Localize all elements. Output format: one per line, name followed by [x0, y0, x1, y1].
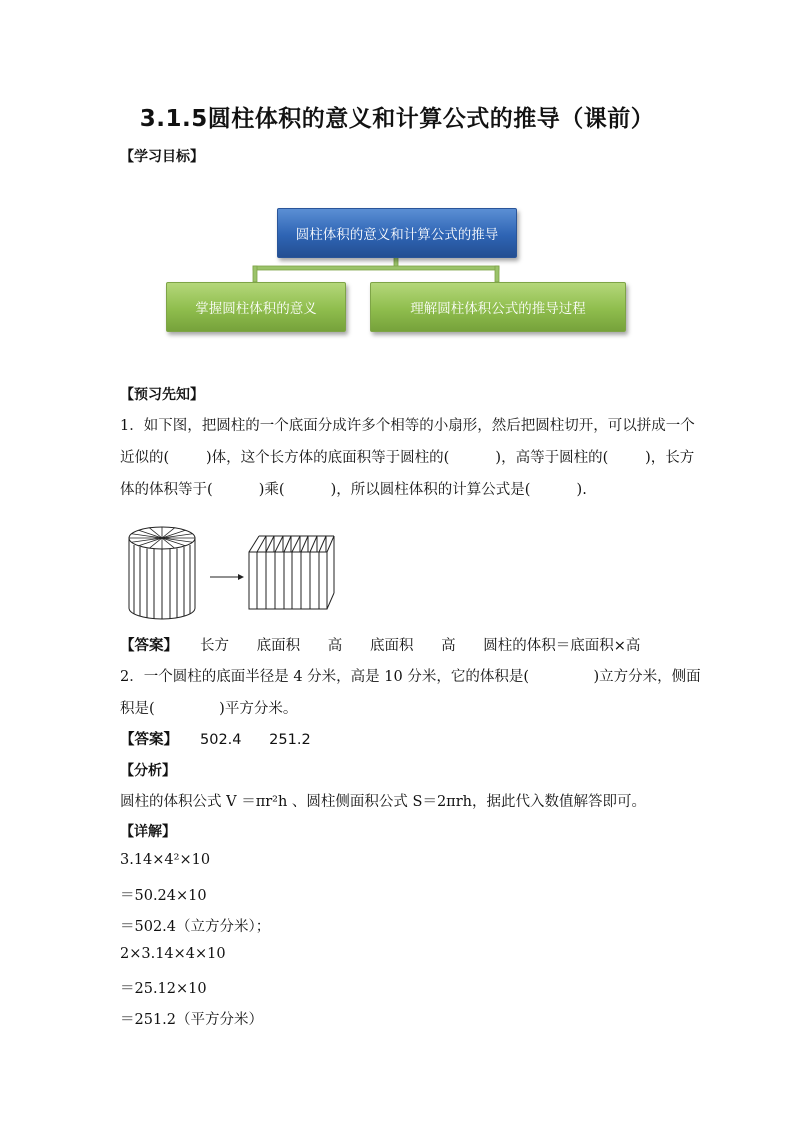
calc-step: ＝50.24×10 [120, 888, 207, 904]
question-2-line-2: 积是( )平方分米。 [120, 701, 298, 717]
page-title: 3.1.5圆柱体积的意义和计算公式的推导（课前） [139, 106, 655, 132]
question-1-line-1: 1．如下图，把圆柱的一个底面分成许多个相等的小扇形，然后把圆柱切开，可以拼成一个 [120, 418, 695, 434]
detail-label: 【详解】 [120, 824, 176, 840]
answer-label: 【答案】 [120, 638, 178, 654]
sector-line [139, 538, 162, 546]
question-1-line-3: 体的体积等于( )乘( )，所以圆柱体积的计算公式是( ). [120, 482, 587, 498]
mindmap-root-node: 圆柱体积的意义和计算公式的推导 [277, 208, 517, 258]
calc-step: ＝25.12×10 [120, 981, 207, 997]
calc-step: 2×3.14×4×10 [120, 946, 226, 962]
calc-step: 3.14×4²×10 [120, 852, 211, 868]
analysis-text: 圆柱的体积公式 V ＝πr²h 、圆柱侧面积公式 S＝2πrh，据此代入数值解答即可。 [120, 794, 646, 810]
cylinder-to-cuboid-figure [120, 520, 350, 625]
calc-step: ＝251.2（平方分米） [120, 1012, 264, 1028]
question-2-line-1: 2．一个圆柱的底面半径是 4 分米，高是 10 分米，它的体积是( )立方分米，侧面 [120, 669, 701, 685]
sector-line [162, 538, 185, 546]
mindmap-child-node-2: 理解圆柱体积公式的推导过程 [370, 282, 626, 332]
question-1-line-2: 近似的( )体，这个长方体的底面积等于圆柱的( )，高等于圆柱的( )，长方 [120, 450, 695, 466]
section-preview: 【预习先知】 [120, 387, 204, 403]
answer-values: 长方 底面积 高 底面积 高 圆柱的体积＝底面积×高 [200, 638, 641, 654]
sector-line [162, 530, 185, 538]
calc-step: ＝502.4（立方分米）； [120, 919, 271, 935]
section-learning-goals: 【学习目标】 [120, 149, 204, 165]
analysis-label: 【分析】 [120, 763, 176, 779]
answer-values: 502.4 251.2 [200, 732, 311, 748]
sector-line [139, 530, 162, 538]
mindmap-child-node-1: 掌握圆柱体积的意义 [166, 282, 346, 332]
question-2-answer [120, 728, 311, 749]
question-1-answer [120, 634, 640, 655]
answer-label: 【答案】 [120, 732, 178, 748]
